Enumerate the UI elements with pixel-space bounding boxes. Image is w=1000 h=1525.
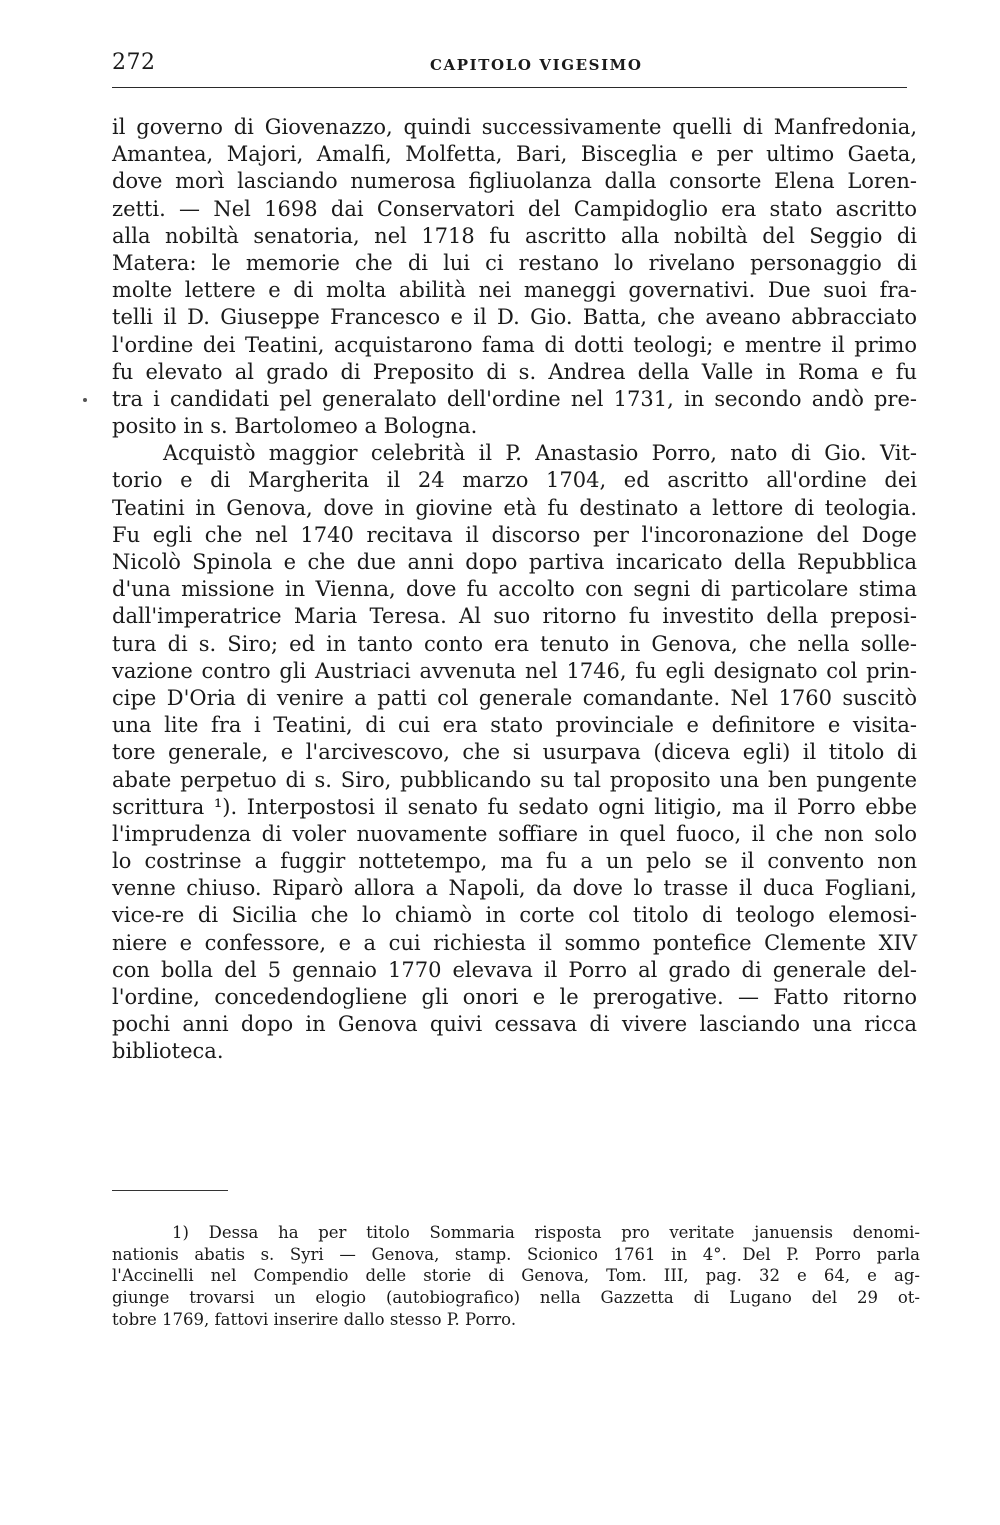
text-line: abate perpetuo di s. Siro, pubblicando su tal proposito una ben pungente <box>112 767 917 792</box>
text-line: tra i candidati pel generalato dell'ordine nel 1731, in secondo andò pre- <box>112 386 917 411</box>
text-line: lo costrinse a fuggir nottetempo, ma fu a un pelo se il convento non <box>112 849 917 874</box>
text-line: Fu egli che nel 1740 recitava il discorso per l'incoronazione del Doge <box>112 522 917 547</box>
text-line: scrittura ¹). Interpostosi il senato fu sedato ogni litigio, ma il Porro ebbe <box>112 794 917 819</box>
text-line: zetti. — Nel 1698 dai Conservatori del Campidoglio era stato ascritto <box>112 196 917 221</box>
text-line: Teatini in Genova, dove in giovine età fu destinato a lettore di teologia. <box>112 495 917 520</box>
text-line: alla nobiltà senatoria, nel 1718 fu ascritto alla nobiltà del Seggio di <box>112 223 917 248</box>
text-line: Amantea, Majori, Amalfi, Molfetta, Bari, Bisceglia e per ultimo Gaeta, <box>112 142 917 167</box>
text-line: dove morì lasciando numerosa figliuolanza dalla consorte Elena Loren- <box>112 169 917 194</box>
text-line: niere e confessore, e a cui richiesta il sommo pontefice Clemente XIV <box>112 930 917 955</box>
text-line: d'una missione in Vienna, dove fu accolto con segni di particolare stima <box>112 577 917 602</box>
text-line: torio e di Margherita il 24 marzo 1704, ed ascritto all'ordine dei <box>112 468 917 493</box>
footnote-line: l'Accinelli nel Compendio delle storie di Genova, Tom. III, pag. 32 e 64, e ag- <box>112 1266 920 1286</box>
text-line: l'ordine, concedendogliene gli onori e le prerogative. — Fatto ritorno <box>112 985 917 1009</box>
text-line: l'ordine dei Teatini, acquistarono fama di dotti teologi; e mentre il primo <box>112 332 917 357</box>
header-rule <box>112 87 907 88</box>
text-line: l'imprudenza di voler nuovamente soffiare in quel fuoco, il che non solo <box>112 821 917 846</box>
footnote-line: tobre 1769, fattovi inserire dallo stesso P. Porro. <box>112 1309 517 1329</box>
footnote-rule <box>112 1190 228 1191</box>
text-line: dall'imperatrice Maria Teresa. Al suo ritorno fu investito della preposi- <box>112 604 917 629</box>
text-line: telli il D. Giuseppe Francesco e il D. Gio. Batta, che aveano abbracciato <box>112 305 917 330</box>
text-line: vazione contro gli Austriaci avvenuta nel 1746, fu egli designato col prin- <box>112 658 917 683</box>
page-number: 272 <box>112 50 156 75</box>
text-line: una lite fra i Teatini, di cui era stato provinciale e definitore e visita- <box>112 713 917 738</box>
running-title: CAPITOLO VIGESIMO <box>430 56 643 74</box>
text-line: biblioteca. <box>112 1039 224 1064</box>
text-line: pochi anni dopo in Genova quivi cessava di vivere lasciando una ricca <box>112 1012 917 1037</box>
text-line: venne chiuso. Riparò allora a Napoli, da dove lo trasse il duca Fogliani, <box>112 876 917 901</box>
text-line: vice-re di Sicilia che lo chiamò in corte col titolo di teologo elemosi- <box>112 903 917 928</box>
running-head <box>112 50 912 78</box>
text-line: con bolla del 5 gennaio 1770 elevava il Porro al grado di generale del- <box>112 957 917 982</box>
text-line: cipe D'Oria di venire a patti col generale comandante. Nel 1760 suscitò <box>112 685 917 710</box>
text-line: Nicolò Spinola e che due anni dopo partiva incaricato della Repubblica <box>112 550 917 574</box>
text-line: Matera: le memorie che di lui ci restano lo rivelano personaggio di <box>112 250 917 275</box>
paragraph-start-line: Acquistò maggior celebrità il P. Anastasio Porro, nato di Gio. Vit- <box>163 441 917 466</box>
text-line: il governo di Giovenazzo, quindi successivamente quelli di Manfredonia, <box>112 115 917 139</box>
text-line: tura di s. Siro; ed in tanto conto era tenuto in Genova, che nella solle- <box>112 631 917 656</box>
text-line: posito in s. Bartolomeo a Bologna. <box>112 414 478 439</box>
text-line: molte lettere e di molta abilità nei maneggi governativi. Due suoi fra- <box>112 278 917 303</box>
footnote-line: nationis abatis s. Syri — Genova, stamp. Scionico 1761 in 4°. Del P. Porro parla <box>112 1244 920 1264</box>
margin-mark <box>83 398 87 402</box>
footnotes <box>112 1222 920 1330</box>
body-text <box>112 114 917 1066</box>
footnote-line: 1) Dessa ha per titolo Sommaria risposta pro veritate januensis denomi- <box>172 1223 920 1242</box>
text-line: fu elevato al grado di Preposito di s. Andrea della Valle in Roma e fu <box>112 359 917 384</box>
text-line: tore generale, e l'arcivescovo, che si usurpava (diceva egli) il titolo di <box>112 740 917 765</box>
footnote-line: giunge trovarsi un elogio (autobiografico) nella Gazzetta di Lugano del 29 ot- <box>112 1288 920 1308</box>
